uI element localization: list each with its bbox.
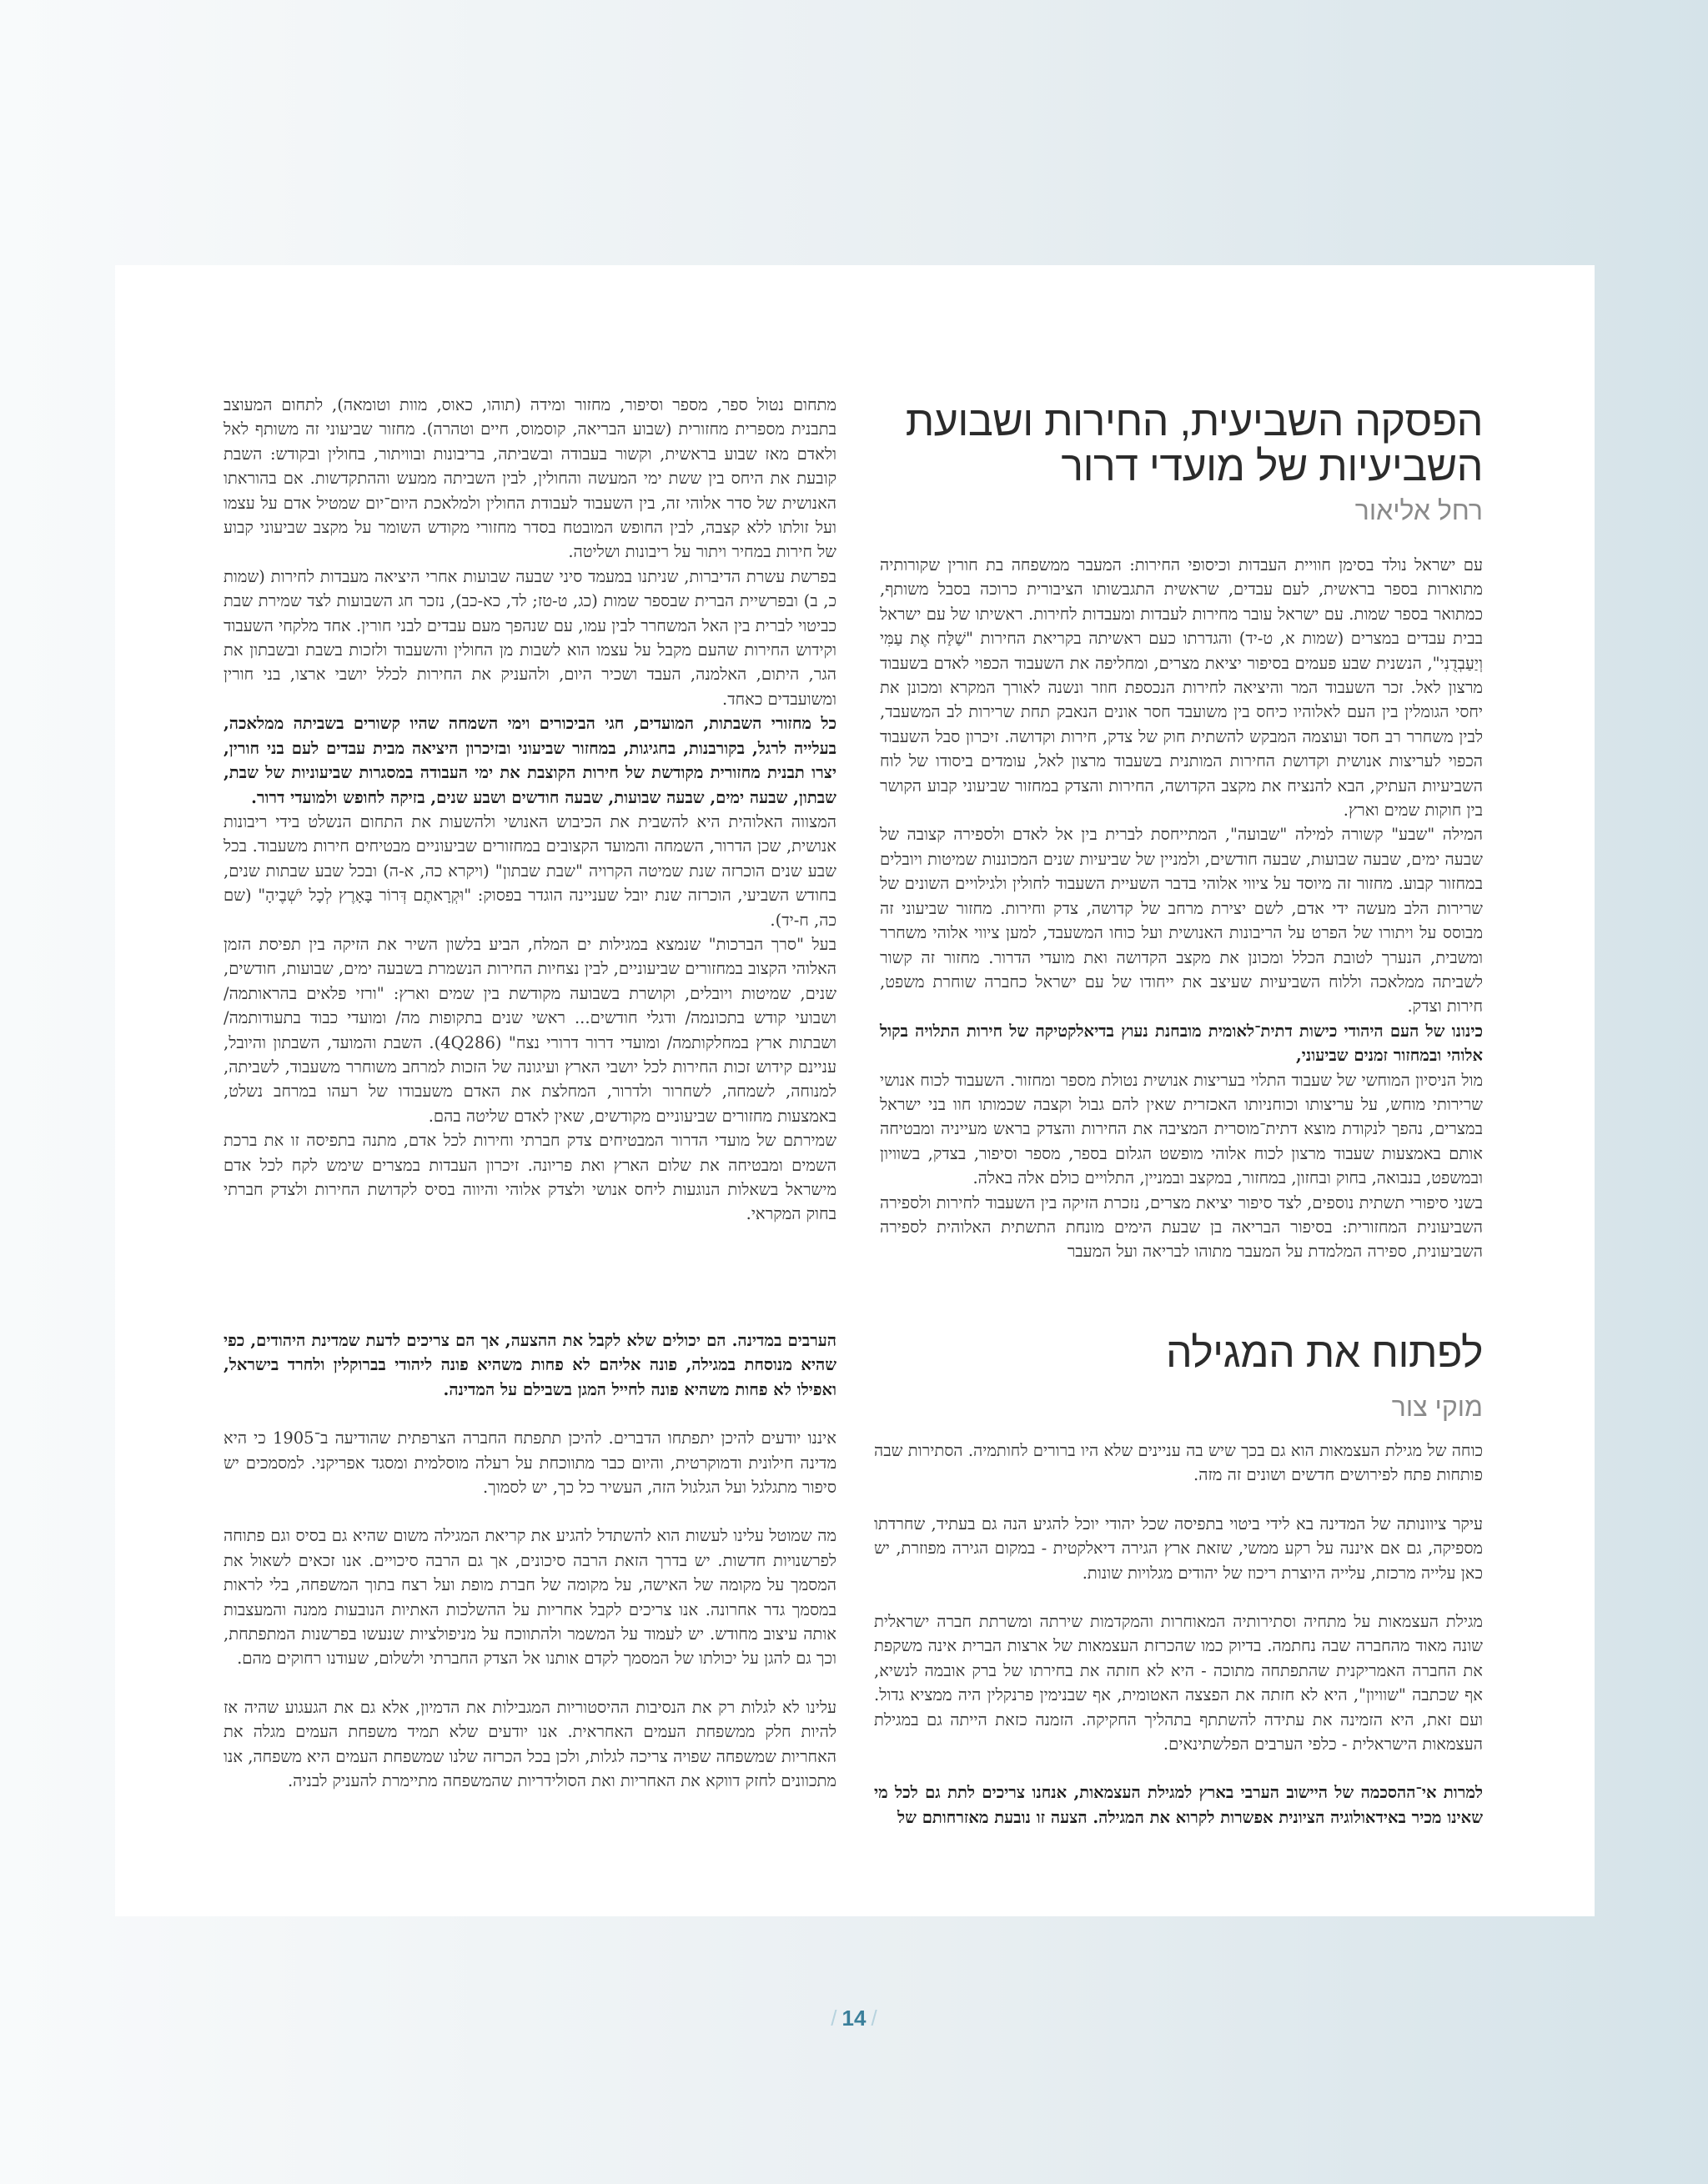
article1-title-line2: השביעיות של מועדי דרור [1061, 443, 1483, 490]
paragraph: כוחה של מגילת העצמאות הוא גם בכך שיש בה עניינים שלא היו ברורים לחותמיה. הסתירות שבה פותחות פתח לפירושים חדשים ושונים זה מזה. [874, 1441, 1483, 1485]
paragraph: עיקר ציוונותה של המדינה בא לידי ביטוי בתפיסה שכל יהודי יוכל להגיע הנה גם בעתיד, שחרדתו מספיקה, גם אם איננה על רקע ממשי, שזאת ארץ הגירה דיאלקטית - במקום הגירה מפוזרת, יש כאן עלייה מרכזת, עלייה היוצרת ריכוז של יהודים מגלויות שונות. [874, 1514, 1483, 1583]
article1-header [876, 399, 1483, 526]
paragraph: עלינו לא לגלות רק את הנסיבות ההיסטוריות המגבילות את הדמיון, אלא גם את הגעגוע שהיה אז להיות חלק ממשפחת העמים האחראית. אנו יודעים שלא תמיד משפחת העמים מגלה את האחריות שמשפחה שפויה צריכה לגלות, ולכן בכל הכרזה שלנו שמשפחת העמים היא משפחה, אנו מתכוונים לחזק דווקא את האחריות ואת הסולידריות שהמשפחה מתיימרת להעניק לבניה. [224, 1697, 836, 1791]
paragraph: איננו יודעים להיכן יתפתחו הדברים. להיכן תתפתח החברה הצרפתית שהודיעה ב־1905 כי היא מדינה חילונית ודמוקרטית, והיום כבר מתווכחת על רעלה מוסלמית ומסגד אפריקני. למסמכים יש סיפור מתגלגל ועל הגלגול הזה, העשיר כל כך, יש לסמוך. [224, 1428, 836, 1498]
page-number-slash-left: / [831, 2006, 837, 2031]
paragraph: בעל "סרך הברכות" שנמצא במגילות ים המלח, הביע בלשון השיר את הזיקה בין תפיסת הזמן האלוהי הקצוב במחזורים שביעוניים, לבין נצחיות החירות הנשמרת בשבעה ימים, שבועות, חודשים, שנים, שמיטות ויובלים, וקושרת בשבועה מקודשת בין שמים וארץ: "ורזי פלאים בהראותמה/ ושבועי קודש בתכונמה/ ודגלי חודשים... ראשי שנים בתקופות מה/ ומועדי כבוד בתעודותמה/ ושבתות ארץ במחלקותמה/ ומועדי דרור דרורי נצח" (4Q286). השבת והמועד, השבתון והיובל, עניינם קידוש זכות החירות לכל יושבי הארץ ועיגונה של הזכות למרחב משוחרר משעבוד, לשביתה, למנוחה, לשמחה, לשחרור ולדרור, המחלצת את האדם משעבודו של רעהו במרחב נשלט, באמצעות מחזורים שביעוניים מקודשים, שאין לאדם שליטה בהם. [224, 934, 837, 1126]
page-number [804, 2006, 904, 2031]
paragraph: בשני סיפורי תשתית נוספים, לצד סיפור יציאת מצרים, נזכרת הזיקה בין השעבוד לחירות ולספירה השביעונית המחזורית: בסיפור הבריאה בן שבעת הימים מונחת התשתית האלוהית לספירה השביעונית, ספירה המלמדת על המעבר מתוהו לבריאה ועל המעבר [880, 1192, 1483, 1262]
paragraph: מה שמוטל עלינו לעשות הוא להשתדל להגיע את קריאת המגילה משום שהיא גם בסיס וגם פתוחה לפרשנויות חדשות. יש בדרך הזאת הרבה סיכונים, אך גם הרבה סיכויים. אנו זכאים לשאול את המסמך על מקומה של האישה, על מקומה של חברת מופת ועל רצח בתוך המשפחה, בלי לראות במסמך גדר אחרונה. אנו צריכים לקבל אחריות על ההשלכות האתיות הנובעות ממנה והמעצבות אותה עיצוב מחודש. יש לעמוד על המשמר ולהתווכח על מניפולציות שנעשו בפרשנות המתפתחת, וכך גם להגן על יכולתו של המסמך לקדם אותנו אל הצדק החברתי ולשלום, שעודנו רחוקים מהם. [224, 1526, 836, 1669]
paragraph: בפרשת עשרת הדיברות, שניתנו במעמד סיני שבעה שבועות אחרי היציאה מעבדות לחירות (שמות כ, ב) ובפרשיית הברית שבספר שמות (כג, ט-טז; לד, כא-כב), נזכר חג השבועות לצד שמירת שבת כביטוי לברית בין האל המשחרר לבין עמו, עם שנהפך מעם עבדים לבני חורין. אחד מלקחי השעבוד וקידוש החירות שהעם מקבל על עצמו הוא לשבות מן החולין והשעבוד ולזכות בשבת ובשבתון את הגר, היתום, האלמנה, העבד ושכיר היום, ולהעניק את החירות לכלל יושבי ארצו, בני חורין ומשועבדים כאחד. [224, 566, 836, 709]
page-number-slash-right: / [871, 2006, 877, 2031]
paragraph: למרות אי־ההסכמה של היישוב הערבי בארץ למגילת העצמאות, אנחנו צריכים לתת גם לכל מי שאינו מכיר באידאולוגיה הציונית אפשרות לקרוא את המגילה. הצעה זו נובעת מאזרחותם של [874, 1783, 1483, 1827]
paragraph: מול הניסיון המוחשי של שעבוד התלוי בעריצות אנושית נטולת מספר ומחזור. השעבוד לכוח אנושי שרירותי מוחש, על עריצותו וכוחניותו האכזרית שאין להם גבול וקצבה שכמותו חוו בני ישראל במצרים, נהפך לנקודת מוצא דתית־מוסרית המציבה את החירות והצדק בראש מעייניה ומבטיחה אותם באמצעות שעבוד מרצון לכוח אלוהי מופשט הגלום בספר, מספר וסיפור, בצדק, בשוויון ובמשפט, בנבואה, בחוק ובחזון, במחזור, במקצב ובמניין, התלויים כולם אלה באלה. [880, 1070, 1483, 1188]
paragraph: שמירתם של מועדי הדרור המבטיחים צדק חברתי וחירות לכל אדם, מתנה בתפיסה זו את ברכת השמים ומבטיחה את שלום הארץ ואת פריונה. זיכרון העבדות במצרים שימש לקח לכל אדם מישראל בשאלות הנוגעות ליחס אנושי ולצדק אלוהי והיווה בסיס לקדושת החירות ולצדק חברתי בחוק המקראי. [224, 1131, 836, 1224]
paragraph: כינונו של העם היהודי כישות דתית־לאומית מובחנת נעוץ בדיאלקטיקה של חירות התלויה בקול אלוהי ובמחזור זמנים שביעוני, [880, 1021, 1483, 1066]
paragraph: עם ישראל נולד בסימן חוויית העבדות וכיסופי החירות: המעבר ממשפחה בת חורין שקורותיה מתוארות בספר בראשית, לעם עבדים, שראשית התגבשותו הציבורית כרוכה בסבל משותף, כמתואר בספר שמות. עם ישראל עובר מחירות לעבדות ומעבדות לחירות. ראשיתו של עם ישראל בבית עבדים במצרים (שמות א, ט-יד) והגדרתו כעם ראשיתה בקריאת החירות "שַׁלַּח אֶת עַמִּי וְיַעַבְדֻנִי", הנשנית שבע פעמים בסיפור יציאת מצרים, ומחליפה את השעבוד הכפוי לאדם בשעבוד מרצון לאל. זכר השעבוד המר והיציאה לחירות הנכספת חוזר ונשנה לאורך המקרא ומכונן את יחסי הגומלין בין העם לאלוהיו כיחס בין משועבד חסר אונים הנאבק תחת שרירות לב המשעבד, לבין משחרר רב חסד ועוצמה המבקש להשתית חוק של צדק, חירות וקדושה. זיכרון סבל השעבוד הכפוי לעריצות אנושית וקדושת החירות המותנית בשעבוד מרצון לאל, עומדים ביסודו של לוח השביעיות העתיק, הבא להנציח את מקצב הקדושה, החירות והצדק במחזור שביעוני קבוע הקושר בין חוקות שמים וארץ. [880, 555, 1483, 821]
page-number-value: 14 [841, 2006, 867, 2031]
article1-left-column [224, 393, 836, 1227]
article1-title-line1: הפסקה השביעית, החירות ושבועת [905, 398, 1483, 444]
article2-author: מוקי צור [1391, 1392, 1483, 1422]
paragraph: מגילת העצמאות על מתחיה וסתירותיה המאוחרות והמקדמות שירתה ומשרתת חברה ישראלית שונה מאוד מהחברה שבה נחתמה. בדיוק כמו שהכרזת העצמאות של ארצות הברית אינה משקפת את החברה האמריקנית שהתפתחה מתוכה - היא לא חזתה את בחירתו של ברק אובמה לנשיא, אף שכתבה "שוויון", היא לא חזתה את הפצצה האטומית, אף שבנימין פרנקלין היה ממציא גדול. ועם זאת, היא הזמינה את עתידה להשתתף בתהליך החקיקה. הזמנה כזאת הייתה גם במגילת העצמאות הישראלית - כלפי הערבים הפלשתינאים. [874, 1612, 1483, 1755]
article2-header [876, 1330, 1483, 1423]
paragraph: הערבים במדינה. הם יכולים שלא לקבל את ההצעה, אך הם צריכים לדעת שמדינת היהודים, כפי שהיא מנוסחת במגילה, פונה אליהם לא פחות משהיא פונה ליהודי בברוקלין ולחרד בישראל, ואפילו לא פחות משהיא פונה לחייל המגן בשבילם על המדינה. [224, 1331, 836, 1399]
article2-left-column [224, 1328, 836, 1794]
paragraph: כל מחזורי השבתות, המועדים, חגי הביכורים וימי השמחה שהיו קשורים בשביתה ממלאכה, בעלייה לרגל, בקורבנות, בחגיגות, במחזור שביעוני ובזיכרון היציאה מבית עבדים לעם בני חורין, יצרו תבנית מחזורית מקודשת של חירות הקוצבת את ימי העבודה במסגרות שביעוניות של שבת, שבתון, שבעה ימים, שבעה שבועות, שבעה חודשים ושבע שנים, בזיקה לחופש ולמועדי דרור. [224, 714, 836, 807]
article2-title: לפתוח את המגילה [1166, 1329, 1483, 1376]
article1-title [876, 399, 1483, 489]
article2-right-column [874, 1438, 1483, 1830]
paragraph: מתחום נטול ספר, מספר וסיפור, מחזור ומידה (תוהו, כאוס, מוות וטומאה), לתחום המעוצב בתבנית מספרית מחזורית (שבוע הבריאה, קוסמוס, חיים וטהרה). מחזור שביעוני זה משותף לאל ולאדם מאז שבוע בראשית, וקשור בעבודה ובשביתה, בריבונות ובוויתור, בחולין ובקודש: השבת קובעת את היחס בין ששת ימי המעשה והחולין, לבין השביתה ממעש וההתקדשות. אם בהוראתו האנושית של סדר אלוהי זה, בין השעבוד לעבודת החולין ולמלאכת היום־יום שמטיל אדם על עצמו ועל זולתו ללא קצבה, לבין החופש המובטח בסדר מחזורי מקודש השומר על מקצב שביעוני קבוע של חירות במחיר ויתור על ריבונות ושליטה. [224, 395, 836, 562]
paragraph: המילה "שבע" קשורה למילה "שבועה", המתייחסת לברית בין אל לאדם ולספירה קצובה של שבעה ימים, שבעה שבועות, שבעה חודשים, ולמניין של שביעיות שנים המכוננות שמיטות ויובלים במחזור קבוע. מחזור זה מיוסד על ציווי אלוהי בדבר השעיית השעבוד לחולין ולגילויים השונים של שרירות הלב מעשה ידי אדם, לשם יצירת מרחב של קדושה, צדק וחירות. מחזור שביעוני זה מבוסס על ויתורו של הפרט על הריבונות האנושית ועל כוחו המשעבד, למען ציווי אלוהי משחרר ומשבית, הנערך לטובת הכלל ומכונן את מקצב הקדושה ואת מועדי הדרור. מחזור זה קשור לשביתה ממלאכה וללוח השביעיות שעיצב את ייחודו של עם ישראל כחברה שוחרת משפט, חירות וצדק. [880, 825, 1483, 1017]
article1-author: רחל אליאור [1354, 495, 1483, 525]
article1-right-column [880, 553, 1483, 1264]
paragraph: המצווה האלוהית היא להשבית את הכיבוש האנושי ולהשעות את התחום הנשלט בידי ריבונות אנושית, שכן הדרור, השמחה והמועד הקצובים במחזורים שביעוניים מבטיחים חירות משעבוד. בכל שבע שנים הוכרזה שנת שמיטה הקרויה "שבת שבתון" (ויקרא כה, א-ה) ובכל שבע שבתות שנים, בחודש השביעי, הוכרזה שנת יובל שעניינה הוגדר בפסוק: "וּקְרָאתֶם דְּרוֹר בָּאָרֶץ לְכָל יֹשְׁבֶיהָ" (שם כה, ח-יד). [224, 811, 836, 930]
